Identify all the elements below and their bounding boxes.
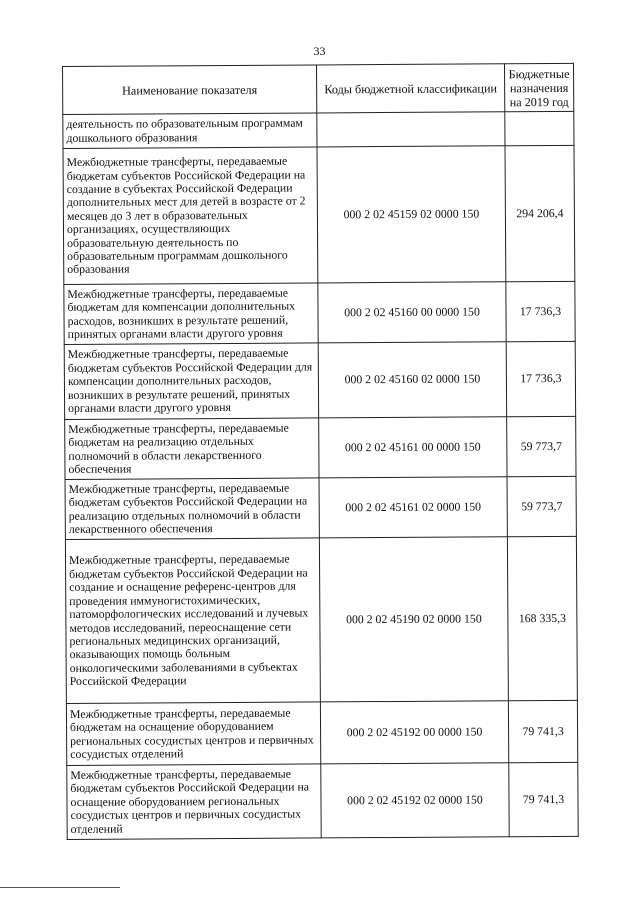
row-name: Межбюджетные трансферты, передаваемые бюджетам субъектов Российской Федерации на реализацию отдельных полномочий в области лекарственного обеспечения — [65, 478, 319, 540]
row-code: 000 2 02 45161 00 0000 150 — [319, 417, 507, 478]
row-code: 000 2 02 45190 02 0000 150 — [319, 537, 508, 702]
header-budget-codes: Коды бюджетной классификации — [316, 64, 504, 113]
row-code: 000 2 02 45192 02 0000 150 — [321, 763, 509, 838]
table-row — [63, 111, 574, 148]
row-value: 59 773,7 — [507, 416, 576, 476]
table-row — [63, 145, 575, 284]
row-value: 294 206,4 — [505, 145, 575, 281]
budget-table-wrapper — [62, 63, 578, 840]
row-value: 17 736,3 — [506, 341, 575, 416]
row-code — [317, 112, 505, 147]
row-value: 79 741,3 — [508, 700, 577, 762]
table-row — [65, 476, 576, 539]
row-code: 000 2 02 45161 02 0000 150 — [319, 477, 507, 538]
footnote-divider — [0, 887, 120, 888]
header-budget-allocations: Бюджетные назначения на 2019 год — [504, 63, 573, 111]
row-value: 17 736,3 — [506, 281, 575, 341]
header-indicator-name: Наименование показателя — [63, 65, 317, 115]
table-row — [64, 281, 575, 344]
row-code: 000 2 02 45160 02 0000 150 — [318, 342, 506, 418]
row-name: деятельность по образовательным программам дошкольного образования — [63, 113, 317, 149]
row-name: Межбюджетные трансферты, передаваемые бюджетам субъектов Российской Федерации для компенсации дополнительных расходов, возникших в результате решений, принятых органами власти другого уровня — [64, 343, 318, 420]
table-row — [65, 416, 576, 479]
row-name: Межбюджетные трансферты, передаваемые бюджетам субъектов Российской Федерации на создание и оснащение референс-центров для проведения иммуногистохимических, патоморфологических исследований и лучевых методов исследований, переоснащение сети региональных медицинских организаций, оказывающих помощь больным онкологическими заболеваниями в субъектах Российской Федерации — [65, 538, 320, 704]
table-header-row — [63, 63, 574, 114]
budget-table — [62, 63, 579, 840]
table-row — [66, 700, 577, 765]
row-name: Межбюджетные трансферты, передаваемые бюджетам субъектов Российской Федерации на оснащение оборудованием региональных сосудистых центров и первичных сосудистых отделений — [67, 764, 321, 840]
table-row — [64, 341, 575, 419]
row-name: Межбюджетные трансферты, передаваемые бюджетам для компенсации дополнительных расходов, возникших в результате решений, принятых органами власти другого уровня — [64, 283, 318, 345]
row-code: 000 2 02 45192 00 0000 150 — [320, 701, 508, 764]
row-name: Межбюджетные трансферты, передаваемые бюджетам субъектов Российской Федерации на создание в субъектах Российской Федерации дополнительных мест для детей в возрасте от 2 месяцев до 3 лет в образовательных организациях, осуществляющих образовательную деятельность по образовательным программам дошкольного образования — [63, 147, 318, 285]
row-name: Межбюджетные трансферты, передаваемые бюджетам на оснащение оборудованием региональных сосудистых центров и первичных сосудистых отделений — [66, 702, 320, 766]
row-name: Межбюджетные трансферты, передаваемые бюджетам на реализацию отдельных полномочий в области лекарственного обеспечения — [65, 418, 319, 480]
row-value: 168 335,3 — [507, 536, 577, 700]
row-value: 59 773,7 — [507, 476, 576, 536]
row-code: 000 2 02 45160 00 0000 150 — [318, 282, 506, 343]
table-row — [67, 762, 578, 839]
table-row — [65, 536, 577, 703]
row-value — [505, 111, 574, 145]
row-value: 79 741,3 — [509, 762, 578, 836]
row-code: 000 2 02 45159 02 0000 150 — [317, 146, 506, 283]
page-number: 33 — [313, 44, 326, 58]
